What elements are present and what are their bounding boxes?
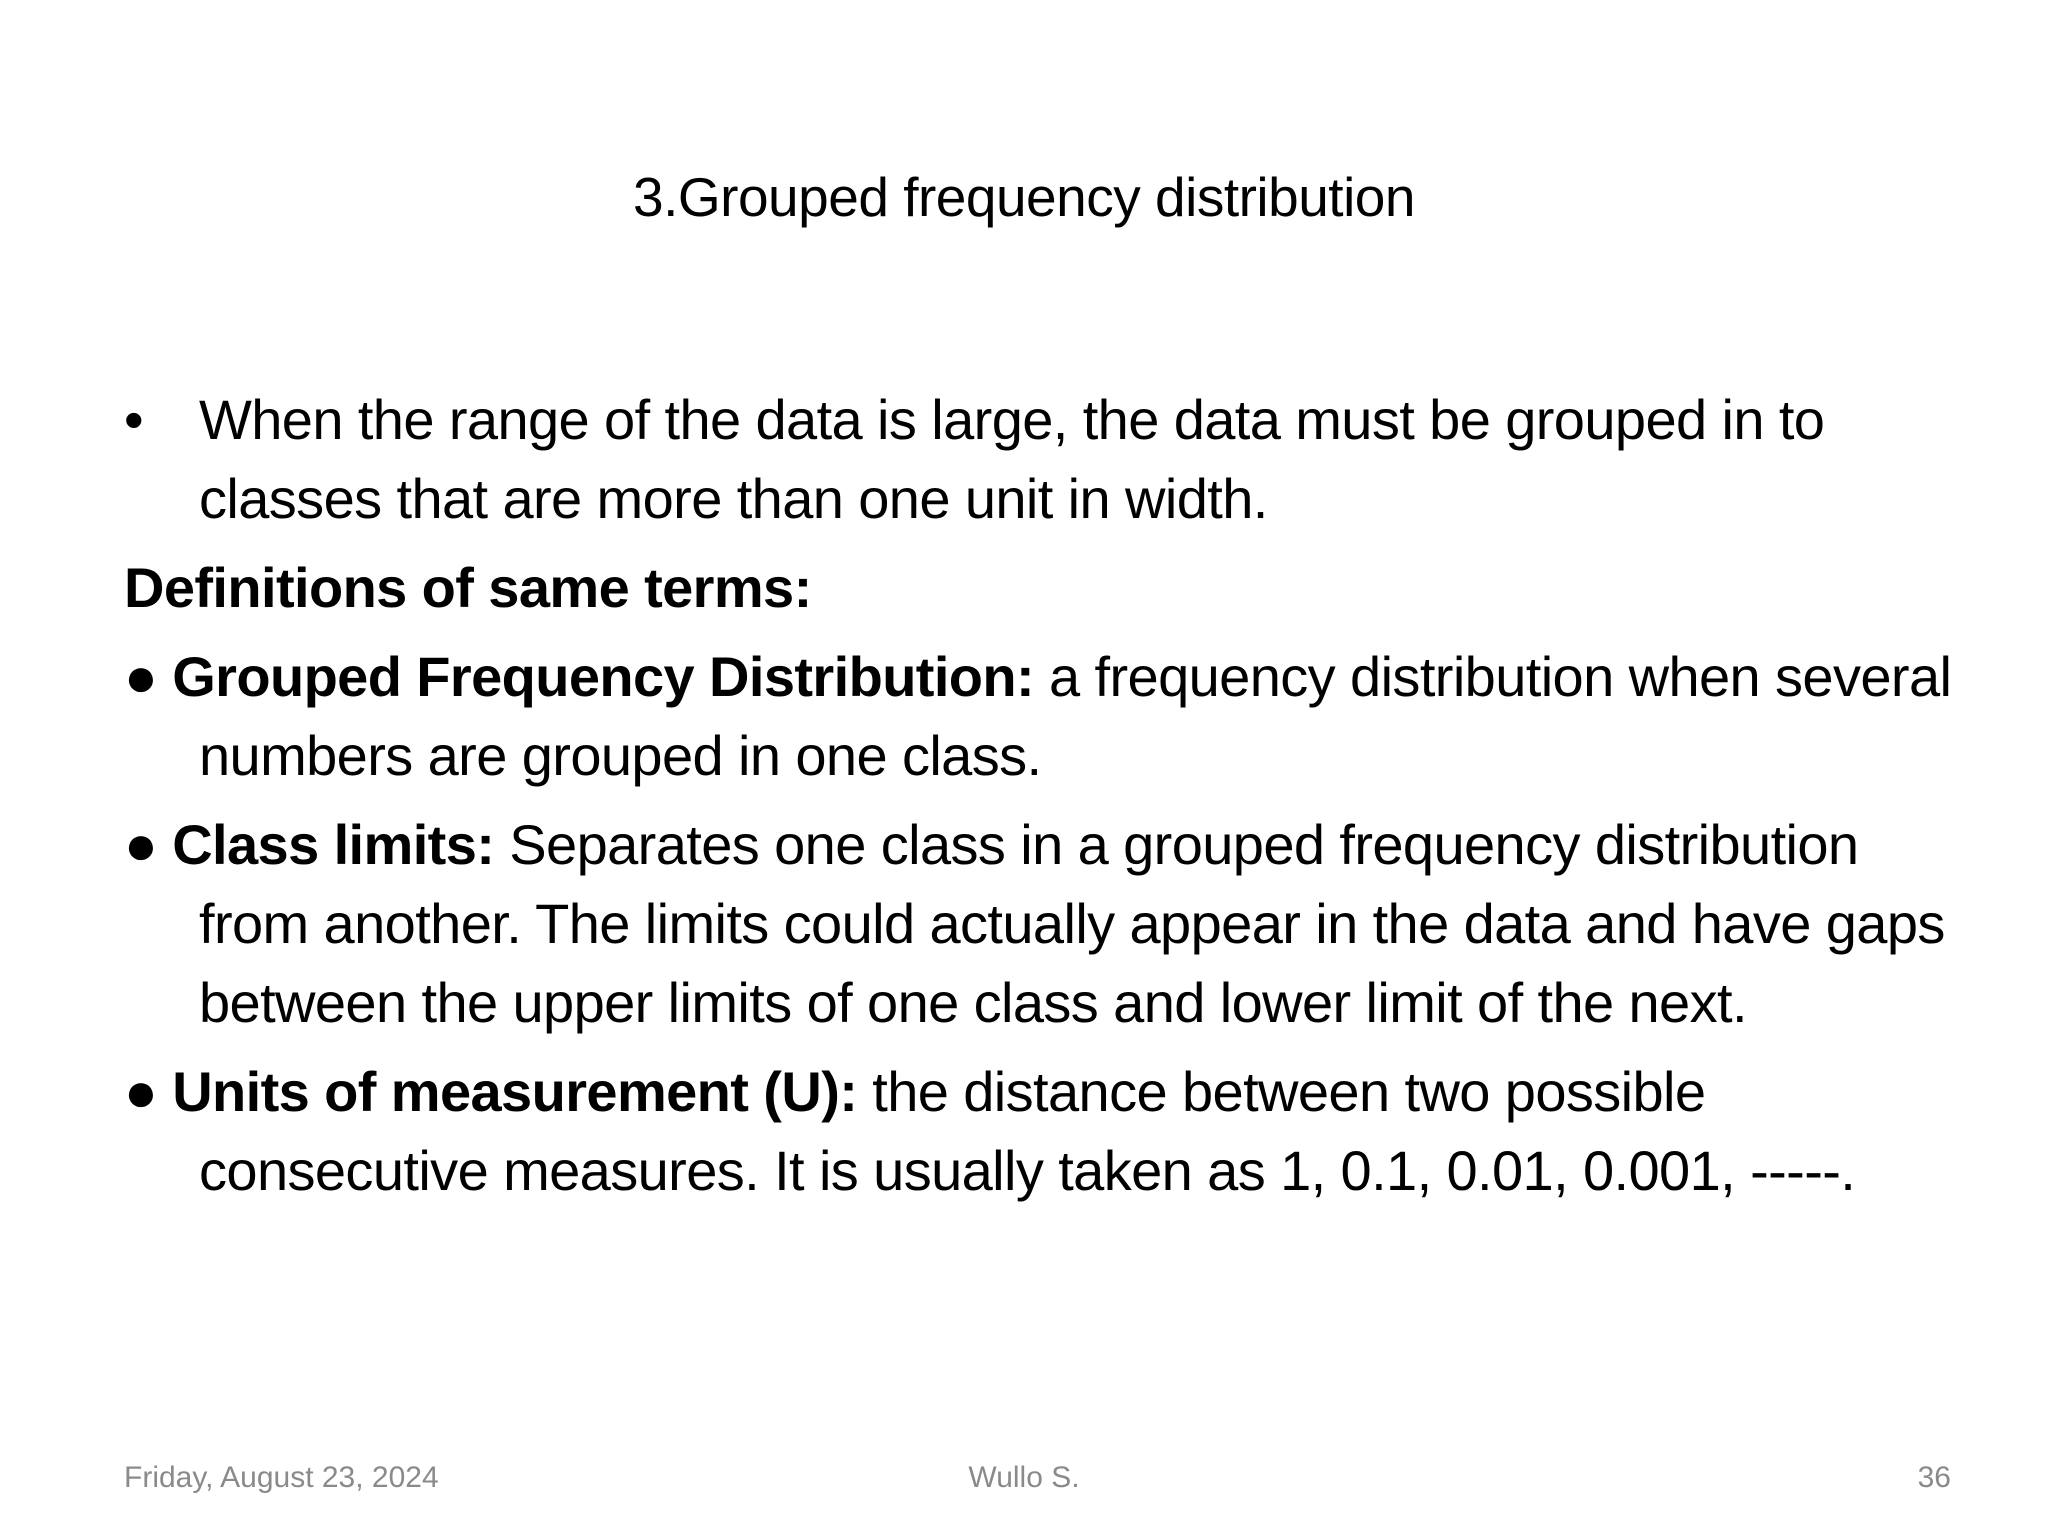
definition-text: Separates one class in a grouped frequency distribution from another. The limits could actually appear in the data and have gaps between the upper limits of one class and lower limit of the next. bbox=[199, 813, 1945, 1034]
bullet-icon: ● bbox=[124, 813, 158, 876]
slide-title: 3.Grouped frequency distribution bbox=[633, 166, 1415, 228]
definition-text: a frequency distribution when several numbers are grouped in one class. bbox=[199, 645, 1952, 787]
definitions-heading: Definitions of same terms: bbox=[124, 556, 812, 619]
bullet-icon: • bbox=[124, 388, 144, 451]
footer-date: Friday, August 23, 2024 bbox=[124, 1461, 439, 1494]
definition-item bbox=[124, 805, 1964, 1042]
footer-page-number: 36 bbox=[1917, 1461, 1951, 1494]
intro-text: When the range of the data is large, the data must be grouped in to classes that are more than one unit in width. bbox=[199, 388, 1825, 530]
bullet-icon: ● bbox=[124, 1060, 158, 1123]
footer-author: Wullo S. bbox=[968, 1461, 1080, 1494]
definition-term: Grouped Frequency Distribution: bbox=[172, 645, 1035, 708]
definition-term: Units of measurement (U): bbox=[172, 1060, 858, 1123]
slide-body bbox=[124, 380, 1964, 1220]
bullet-icon: ● bbox=[124, 645, 158, 708]
definition-item bbox=[124, 1052, 1964, 1210]
definition-term: Class limits: bbox=[172, 813, 495, 876]
definition-text: the distance between two possible consecutive measures. It is usually taken as 1, 0.1, 0.01, 0.001, -----. bbox=[199, 1060, 1856, 1202]
definition-item bbox=[124, 637, 1964, 795]
intro-bullet-item bbox=[124, 380, 1964, 538]
